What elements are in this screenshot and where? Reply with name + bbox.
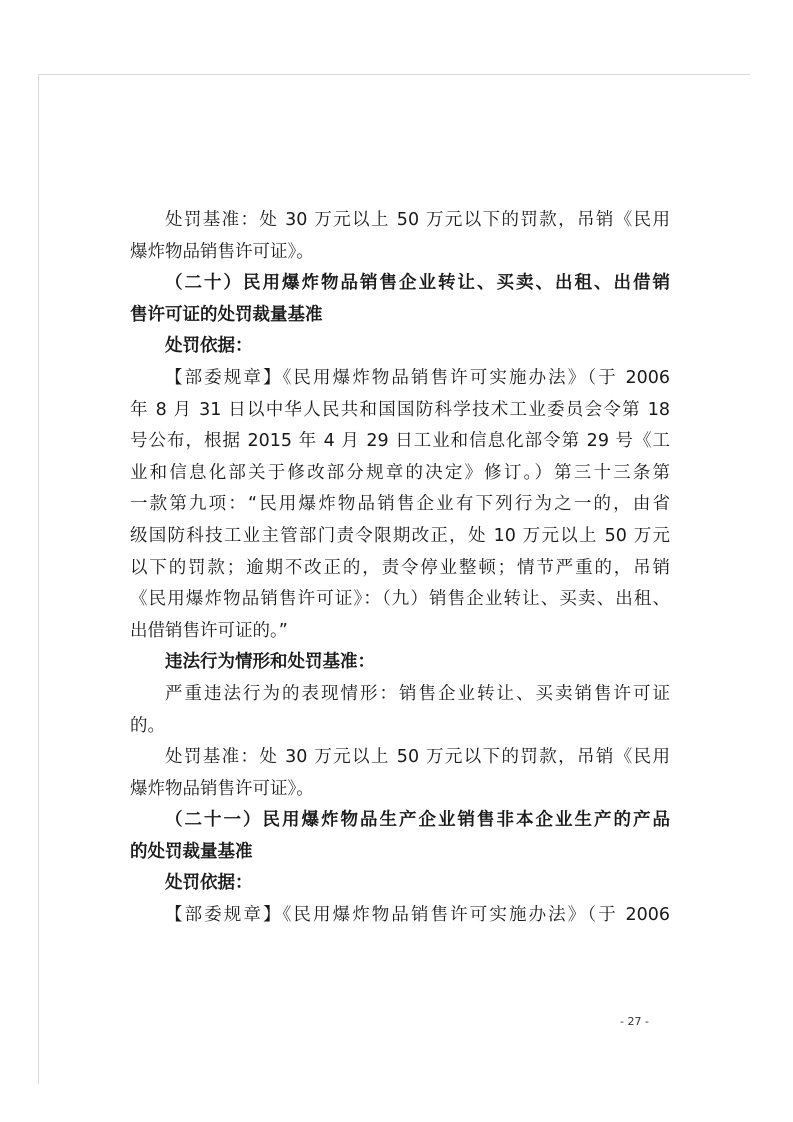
page-border-top (38, 74, 750, 75)
text-line: 【部委规章】《民用爆炸物品销售许可实施办法》（于 2006 (165, 367, 670, 388)
text-line: 一款第九项：“民用爆炸物品销售企业有下列行为之一的，由省 (130, 494, 670, 515)
text-line: 的。 (130, 715, 165, 736)
text-line: 出借销售许可证的。” (130, 620, 288, 641)
heading-line: 售许可证的处罚裁量基准 (130, 304, 323, 325)
document-body (130, 205, 670, 932)
text-line: 爆炸物品销售许可证》。 (130, 241, 314, 262)
heading-line: 的处罚裁量基准 (130, 841, 253, 862)
text-line: 《民用爆炸物品销售许可证》：（九）销售企业转让、买卖、出租、 (130, 589, 670, 610)
text-line: 严重违法行为的表现情形：销售企业转让、买卖销售许可证 (165, 683, 670, 704)
heading-line: 处罚依据： (165, 873, 253, 894)
text-line: 级国防科技工业主管部门责令限期改正，处 10 万元以上 50 万元 (130, 525, 670, 546)
text-line: 业和信息化部关于修改部分规章的决定》修订。）第三十三条第 (130, 462, 670, 483)
heading-line: （二十）民用爆炸物品销售企业转让、买卖、出租、出借销 (165, 273, 670, 294)
heading-line: 处罚依据： (165, 336, 253, 357)
text-line: 【部委规章】《民用爆炸物品销售许可实施办法》（于 2006 (165, 905, 670, 926)
text-line: 以下的罚款；逾期不改正的，责令停业整顿；情节严重的，吊销 (130, 557, 670, 578)
page-border-left (38, 74, 39, 1084)
heading-line: （二十一）民用爆炸物品生产企业销售非本企业生产的产品 (165, 810, 670, 831)
text-line: 爆炸物品销售许可证》。 (130, 778, 314, 799)
text-line: 号公布，根据 2015 年 4 月 29 日工业和信息化部令第 29 号《工 (130, 431, 670, 452)
text-line: 年 8 月 31 日以中华人民共和国国防科学技术工业委员会令第 18 (130, 399, 670, 420)
page-number: - 27 - (620, 1015, 649, 1028)
heading-line: 违法行为情形和处罚基准： (165, 652, 375, 673)
text-line: 处罚基准：处 30 万元以上 50 万元以下的罚款，吊销《民用 (165, 210, 670, 230)
text-line: 处罚基准：处 30 万元以上 50 万元以下的罚款，吊销《民用 (165, 747, 670, 768)
